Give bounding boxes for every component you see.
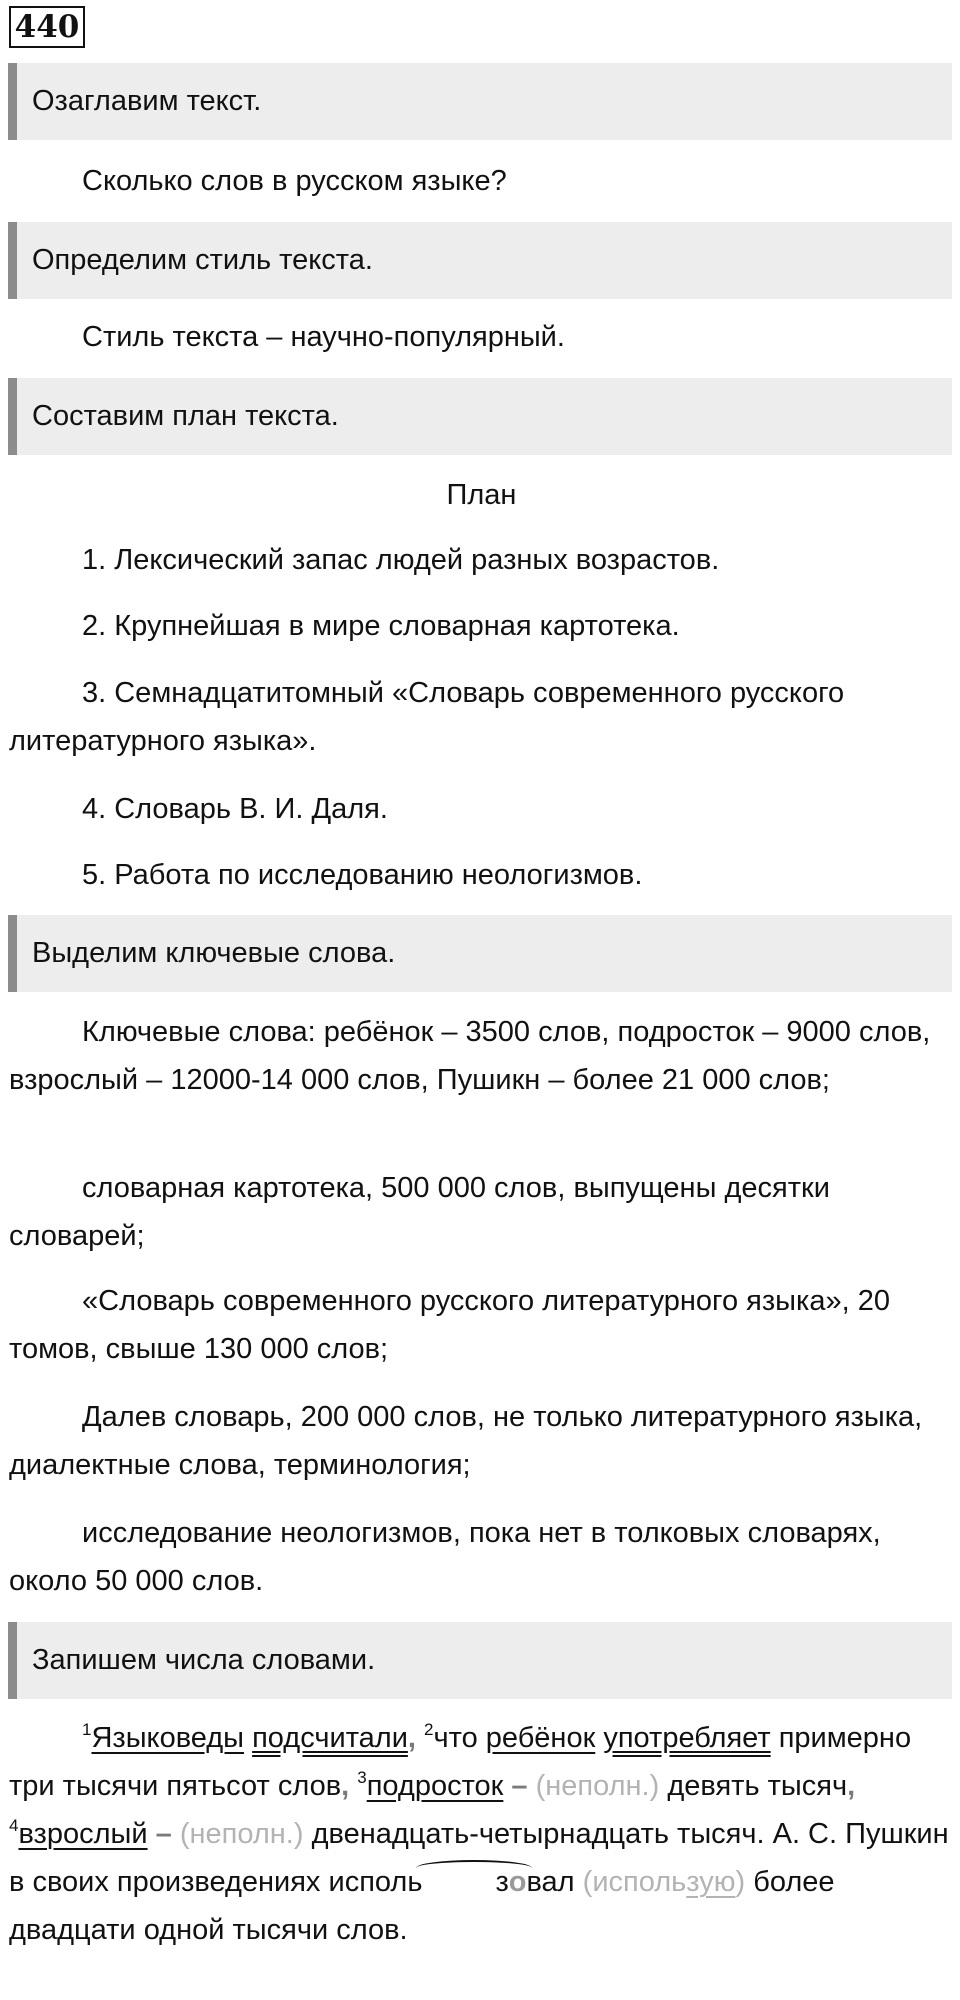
- plain-text: исполь: [328, 1866, 423, 1898]
- sentence-marker-1: 1: [82, 1720, 92, 1739]
- keywords-paragraph-2: словарная картотека, 500 000 слов, выпущены десятки словарей;: [9, 1172, 830, 1252]
- subject-word: ребёнок: [485, 1722, 596, 1754]
- predicate-word: подсчитали: [252, 1722, 408, 1754]
- subject-word: взрослый: [18, 1818, 148, 1850]
- plain-text: вал: [526, 1866, 575, 1898]
- plan-item-5: 5. Работа по исследованию неологизмов.: [82, 859, 643, 891]
- sentence-marker-3: 3: [357, 1768, 367, 1787]
- section-header-style: Определим стиль текста.: [8, 222, 952, 299]
- punctuation-comma: ,: [407, 1722, 416, 1754]
- numbers-paragraph: [9, 1714, 954, 1954]
- keywords-paragraph-4: Далев словарь, 200 000 слов, не только литературного языка, диалектные слова, терминология;: [9, 1401, 923, 1481]
- plain-text: более двадцати одной тысячи слов.: [9, 1866, 835, 1946]
- subject-word: Языковеды: [91, 1722, 245, 1754]
- task-number: 440: [9, 6, 85, 48]
- title-answer: Сколько слов в русском языке?: [82, 165, 507, 197]
- plan-item-4: 4. Словарь В. И. Даля.: [82, 793, 388, 825]
- plan-heading: План: [446, 479, 517, 511]
- section-header-plan: Составим план текста.: [8, 378, 952, 455]
- root-letter: з: [495, 1866, 509, 1898]
- plan-item-1: 1. Лексический запас людей разных возрастов.: [82, 544, 720, 576]
- check-word-part: (исполь: [582, 1866, 687, 1898]
- section-header-numbers: Запишем числа словами.: [8, 1622, 952, 1699]
- predicate-word: употребляет: [603, 1722, 771, 1754]
- highlighted-vowel: о: [508, 1866, 527, 1898]
- check-word-note: [583, 1866, 746, 1898]
- incomplete-note: (неполн.): [179, 1818, 304, 1850]
- check-word-part: ): [735, 1866, 746, 1898]
- check-word-ending: зую: [686, 1866, 736, 1898]
- keywords-paragraph-3: «Словарь современного русского литературного языка», 20 томов, свыше 130 000 слов;: [9, 1285, 890, 1365]
- plain-text: примерно три тысячи пятьсот слов: [9, 1722, 912, 1802]
- punctuation-comma: ,: [341, 1770, 350, 1802]
- plan-item-3: 3. Семнадцатитомный «Словарь современного русского литературного языка».: [9, 677, 845, 757]
- punctuation-dash: –: [155, 1818, 172, 1850]
- sentence-marker-2: 2: [424, 1720, 434, 1739]
- keywords-paragraph-5: исследование неологизмов, пока нет в толковых словарях, около 50 000 слов.: [9, 1517, 881, 1597]
- plain-text: двенадцать-четырнадцать тысяч. А. С. Пушкин в своих произведениях: [9, 1818, 949, 1898]
- punctuation-comma: ,: [847, 1770, 856, 1802]
- style-answer: Стиль текста – научно-популярный.: [82, 321, 565, 353]
- plain-text: девять тысяч: [667, 1770, 848, 1802]
- root-arc-mark: [422, 1858, 526, 1906]
- section-header-title: Озаглавим текст.: [8, 63, 952, 140]
- keywords-paragraph-1: Ключевые слова: ребёнок – 3500 слов, подросток – 9000 слов, взрослый – 12000-14 000 слов, Пушикн – более 21 000 слов;: [9, 1016, 931, 1096]
- plan-item-2: 2. Крупнейшая в мире словарная картотека.: [82, 610, 680, 642]
- incomplete-note: (неполн.): [535, 1770, 660, 1802]
- section-header-keywords: Выделим ключевые слова.: [8, 915, 952, 992]
- plain-text: что: [433, 1722, 486, 1754]
- sentence-marker-4: 4: [9, 1816, 19, 1835]
- punctuation-dash: –: [511, 1770, 528, 1802]
- subject-word: подросток: [366, 1770, 504, 1802]
